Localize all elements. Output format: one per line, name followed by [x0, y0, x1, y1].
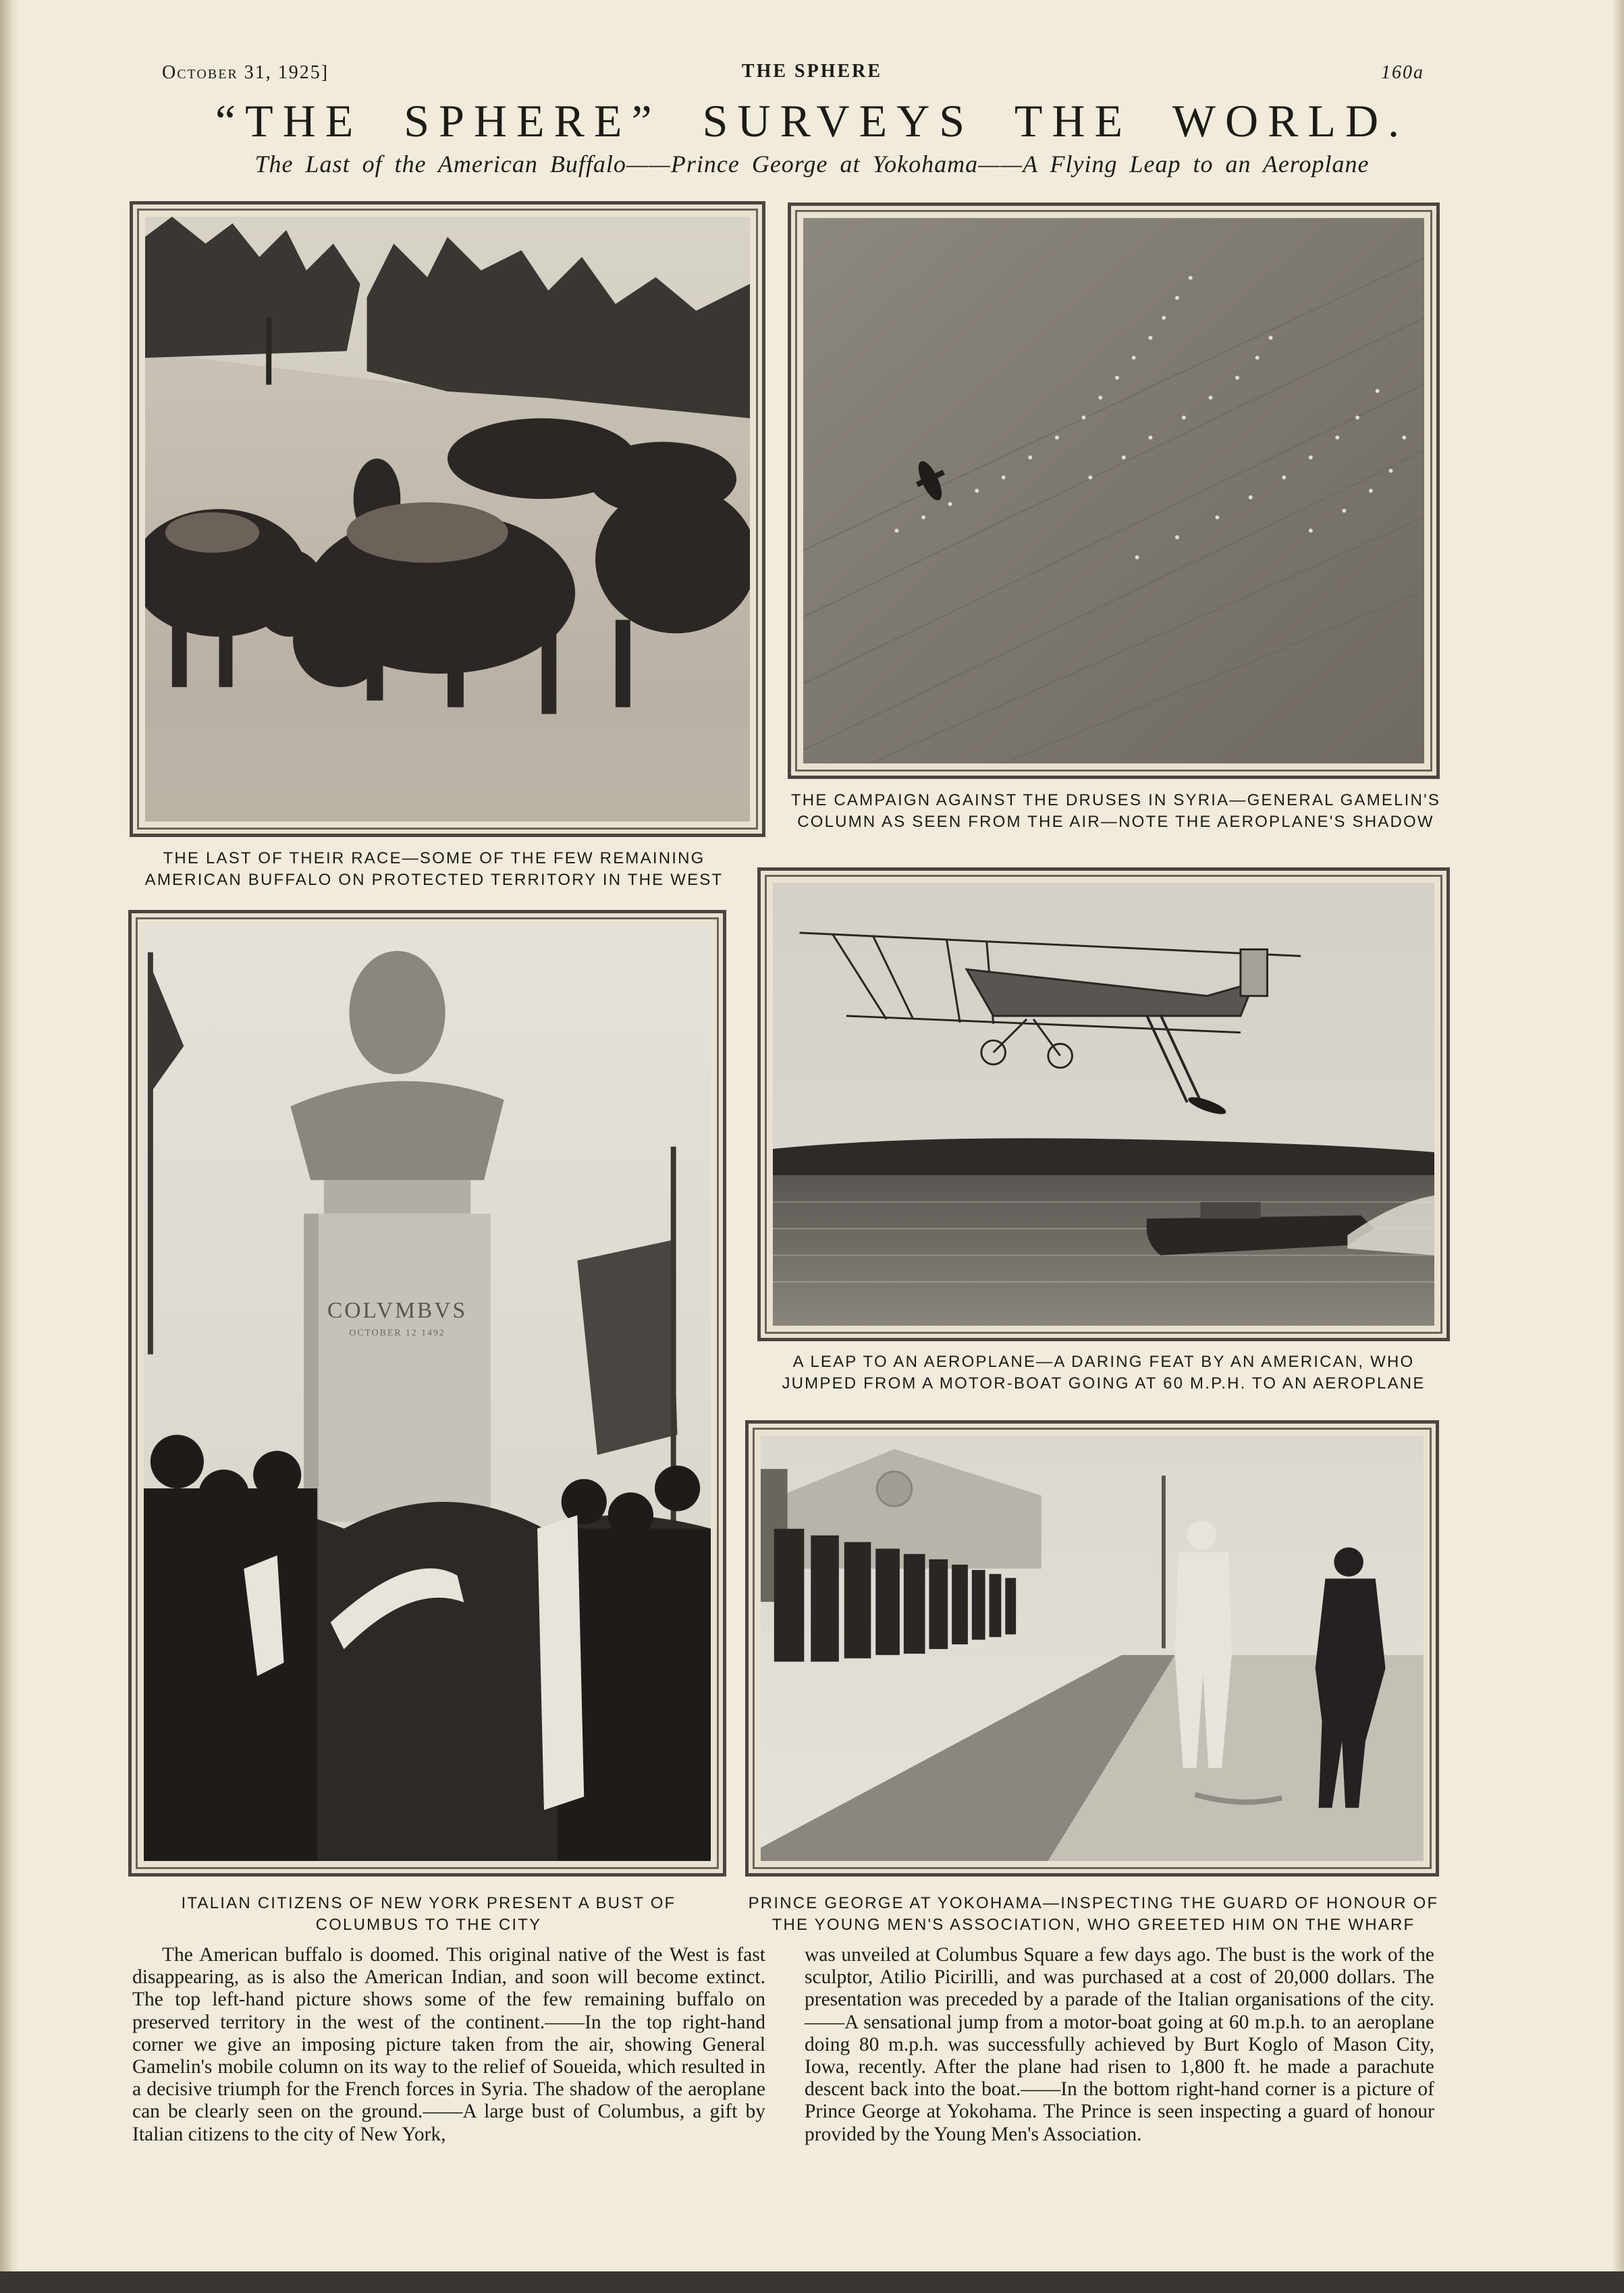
aeroplane-leap-photo-frame — [757, 867, 1450, 1341]
druses-photo-frame — [788, 203, 1440, 779]
aeroplane-leap-caption: A LEAP TO AN AEROPLANE—A DARING FEAT BY AN AMERICAN, WHO JUMPED FROM A MOTOR-BOAT GOING AT 60 M.P.H. TO AN AEROPLANE — [782, 1353, 1426, 1393]
page-right-edge — [1612, 0, 1624, 2293]
buffalo-photo-frame — [130, 201, 765, 837]
aeroplane-leap-photo — [773, 883, 1434, 1326]
buffalo-photo — [145, 217, 750, 821]
pedestal-inscription: COLVMBVS — [327, 1297, 468, 1323]
druses-aerial-photo — [803, 218, 1424, 763]
prince-george-caption: PRINCE GEORGE AT YOKOHAMA—INSPECTING THE GUARD OF HONOUR OF THE YOUNG MEN'S ASSOCIATION, WHO GREETED HIM ON THE WHARF — [748, 1894, 1439, 1934]
page-number: 160a — [1381, 62, 1424, 83]
publication-name: THE SPHERE — [741, 61, 883, 82]
article-column-2: was unveiled at Columbus Square a few days ago. The bust is the work of the sculptor, Atilio Picirilli, and was purchased at a cost of 20,000 dollars. The presentation was preceded by a parade of the Italian organisations of the city.——A sensational jump from a motor-boat going at 60 m.p.h. to an aeroplane doing 80 m.p.h. was successfully achieved by Burt Koglo of Mason City, Iowa, recently. After the plane had risen to 1,800 ft. he made a parachute descent back into the boat.——In the bottom right-hand corner is a picture of Prince George at Yokohama. The Prince is seen inspecting a guard of honour provided by the Young Men's Association. — [805, 1944, 1434, 2145]
page-subtitle: The Last of the American Buffalo——Prince George at Yokohama——A Flying Leap to an Aeroplane — [254, 151, 1370, 178]
article-column-1: The American buffalo is doomed. This original native of the West is fast disappearing, as is also the American Indian, and soon will become extinct. The top left-hand picture shows some of the few remaining buffalo on preserved territory in the west of the continent.——In the top right-hand corner we give an imposing picture taken from the air, showing General Gamelin's mobile column on its way to the relief of Soueida, which resulted in a decisive triumph for the French forces in Syria. The shadow of the aeroplane can be clearly seen on the ground.——A large bust of Columbus, a gift by Italian citizens to the city of New York, — [132, 1944, 765, 2145]
prince-george-photo-frame — [745, 1420, 1439, 1877]
columbus-caption: ITALIAN CITIZENS OF NEW YORK PRESENT A BUST OF COLUMBUS TO THE CITY — [181, 1894, 676, 1934]
columbus-bust-photo — [144, 925, 711, 1861]
buffalo-caption: THE LAST OF THEIR RACE—SOME OF THE FEW REMAINING AMERICAN BUFFALO ON PROTECTED TERRITORY IN THE WEST — [144, 849, 724, 889]
columbus-photo-frame — [128, 910, 726, 1877]
page-title: “THE SPHERE” SURVEYS THE WORLD. — [215, 95, 1409, 146]
pedestal — [304, 1214, 491, 1522]
druses-caption: THE CAMPAIGN AGAINST THE DRUSES IN SYRIA—GENERAL GAMELIN'S COLUMN AS SEEN FROM THE AIR—NOTE THE AEROPLANE'S SHADOW — [790, 791, 1441, 831]
issue-date: October 31, 1925] — [162, 62, 329, 83]
page-bottom-band — [0, 2271, 1624, 2293]
prince-george-photo — [761, 1436, 1424, 1861]
page-binding-edge — [0, 0, 19, 2293]
pedestal-date: OCTOBER 12 1492 — [349, 1327, 445, 1338]
